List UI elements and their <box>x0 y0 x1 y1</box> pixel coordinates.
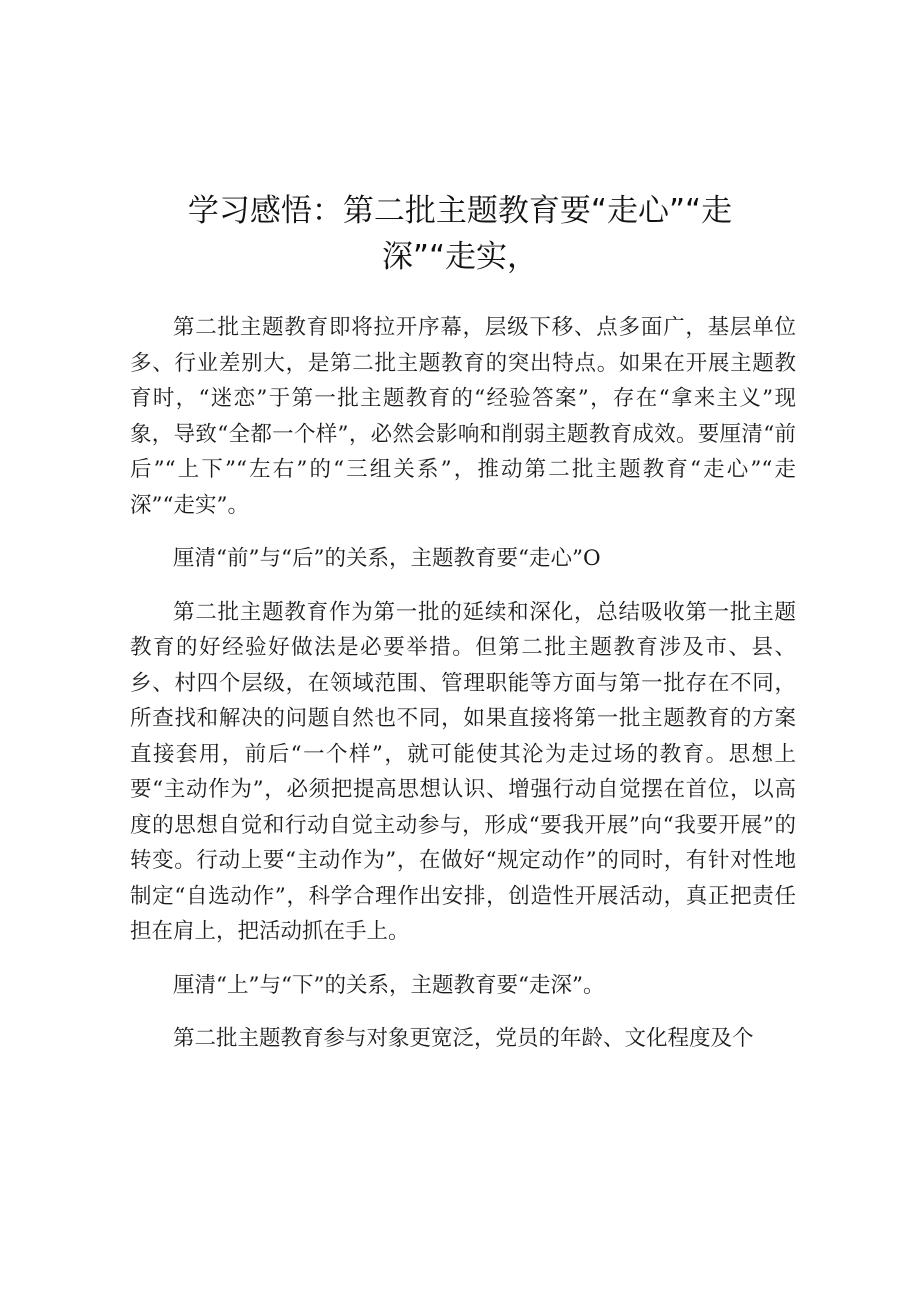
paragraph-up-down: 第二批主题教育参与对象更宽泛，党员的年龄、文化程度及个 <box>173 1026 754 1051</box>
section-heading-up-down: 厘清“上”与“下”的关系，主题教育要“走深”。 <box>173 972 605 998</box>
section-heading-front-back: 厘清“前”与“后”的关系，主题教育要“走心”O <box>173 546 601 571</box>
title-line-1: 学习感悟：第二批主题教育要“走心”“走 <box>187 193 733 229</box>
paragraph-front-back: 第二批主题教育作为第一批的延续和深化，总结吸收第一批主题教育的好经验好做法是必要举措。但第二批主题教育涉及市、县、乡、村四个层级，在领域范围、管理职能等方面与第一批存在不同，所查找和解决的问题自然也不同，如果直接将第一批主题教育的方案直接套用，前后“一个样”，就可能使其沦为走过场的教育。思想上要“主动作为”，必须把提高思想认识、增强行动自觉摆在首位，以高度的思想自觉和行动自觉主动参与，形成“要我开展”向“我要开展”的转变。行动上要“主动作为”，在做好“规定动作”的同时，有针对性地制定“自选动作”，科学合理作出安排，创造性开展活动，真正把责任担在肩上，把活动抓在手上。 <box>130 599 796 944</box>
document-body <box>130 310 796 1075</box>
document-title <box>130 188 790 280</box>
paragraph-intro: 第二批主题教育即将拉开序幕，层级下移、点多面广，基层单位多、行业差别大，是第二批主题教育的突出特点。如果在开展主题教育时，“迷恋”于第一批主题教育的“经验答案”，存在“拿来主义”现象，导致“全都一个样”，必然会影响和削弱主题教育成效。要厘清“前后”“上下”“左右”的“三组关系”，推动第二批主题教育“走心”“走深”“走实”。 <box>130 315 796 518</box>
title-line-2: 深”“走实， <box>381 239 539 275</box>
